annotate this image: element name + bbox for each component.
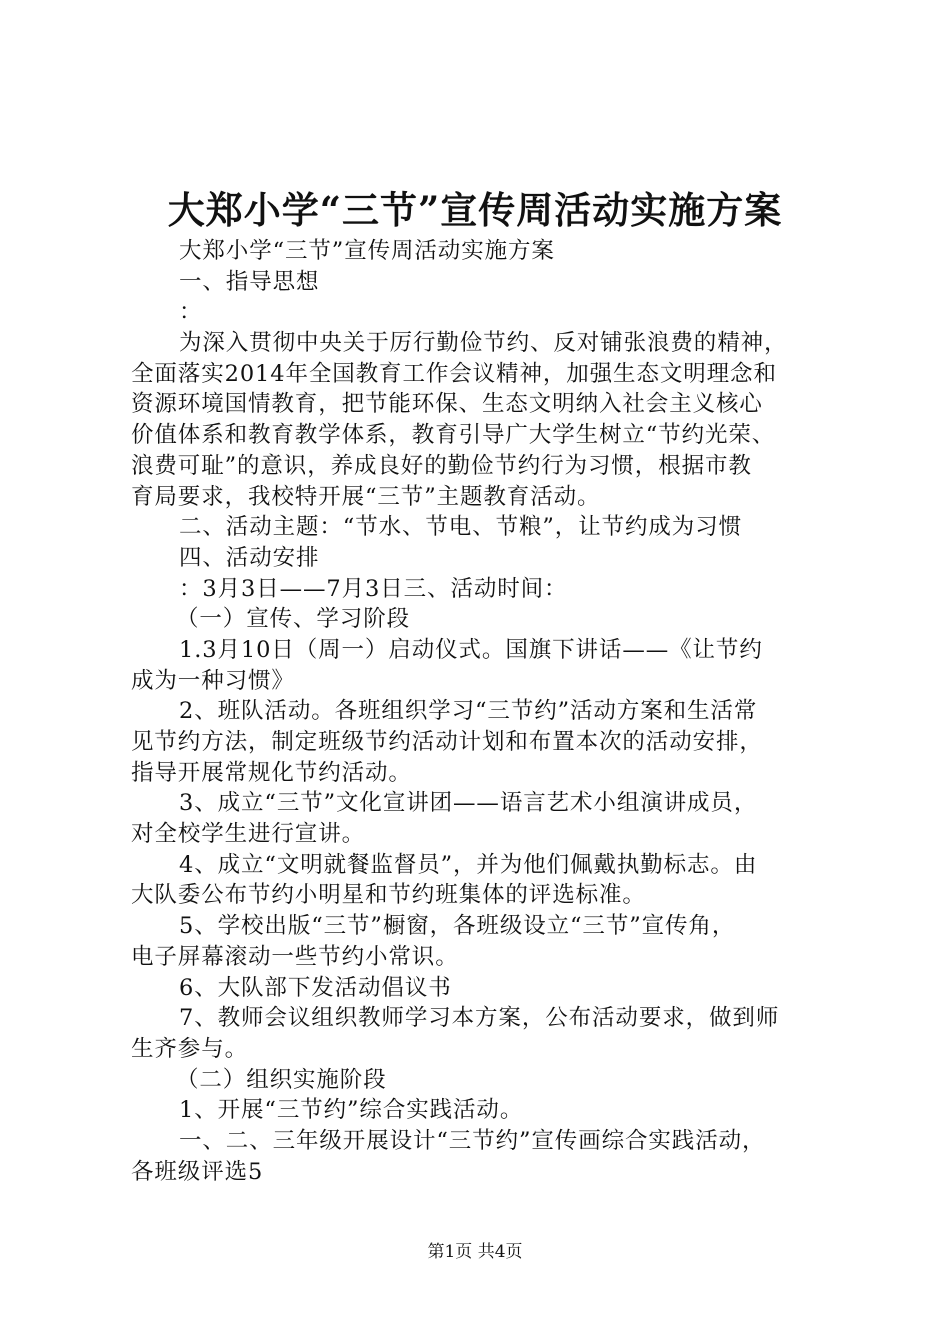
subsection-heading-implementation: （二）组织实施阶段 <box>176 1066 387 1093</box>
paragraph-line: 全面落实2014年全国教育工作会议精神，加强生态文明理念和 <box>131 360 777 387</box>
list-item-line: 对全校学生进行宣讲。 <box>131 821 366 848</box>
body-line: ： <box>179 299 203 326</box>
list-item-line: 1、开展“三节约”综合实践活动。 <box>179 1097 524 1124</box>
document-title: 大郑小学“三节”宣传周活动实施方案 <box>167 188 783 232</box>
list-item-line: 1.3月10日（周一）启动仪式。国旗下讲话——《让节约 <box>179 636 763 663</box>
list-item-line: 电子屏幕滚动一些节约小常识。 <box>131 943 459 970</box>
list-item-line: 成为一种习惯》 <box>131 667 295 694</box>
paragraph-line: 资源环境国情教育，把节能环保、生态文明纳入社会主义核心 <box>131 391 763 418</box>
section-heading-theme: 二、活动主题：“节水、节电、节粮”，让节约成为习惯 <box>179 514 743 541</box>
section-heading-guiding-thought: 一、指导思想 <box>179 268 320 295</box>
list-item-line: 7、教师会议组织教师学习本方案，公布活动要求，做到师 <box>179 1005 780 1032</box>
list-item-line: 3、成立“三节”文化宣讲团——语言艺术小组演讲成员， <box>179 790 758 817</box>
section-heading-arrangement: 四、活动安排 <box>179 544 320 571</box>
list-item-line: 2、班队活动。各班组织学习“三节约”活动方案和生活常 <box>179 698 758 725</box>
document-body <box>131 236 841 1187</box>
list-item-line: 4、成立“文明就餐监督员”，并为他们佩戴执勤标志。由 <box>179 851 758 878</box>
paragraph-line: 价值体系和教育教学体系，教育引导广大学生树立“节约光荣、 <box>131 422 776 449</box>
list-item-line: 5、学校出版“三节”橱窗，各班级设立“三节”宣传角， <box>179 913 736 940</box>
body-line: ：3月3日——7月3日三、活动时间： <box>179 575 568 602</box>
body-line-subtitle: 大郑小学“三节”宣传周活动实施方案 <box>179 238 555 264</box>
subsection-heading-publicity: （一）宣传、学习阶段 <box>176 606 411 633</box>
paragraph-line: 一、二、三年级开展设计“三节约”宣传画综合实践活动， <box>179 1127 766 1154</box>
list-item-line: 大队委公布节约小明星和节约班集体的评选标准。 <box>131 882 646 909</box>
list-item-line: 生齐参与。 <box>131 1035 249 1062</box>
paragraph-line: 各班级评选5 <box>131 1158 264 1185</box>
paragraph-line: 育局要求，我校特开展“三节”主题教育活动。 <box>131 483 601 510</box>
paragraph-line: 为深入贯彻中央关于厉行勤俭节约、反对铺张浪费的精神， <box>179 330 788 357</box>
paragraph-line: 浪费可耻”的意识，养成良好的勤俭节约行为习惯，根据市教 <box>131 452 752 479</box>
list-item-line: 见节约方法，制定班级节约活动计划和布置本次的活动安排， <box>131 729 763 755</box>
page-number-footer: 第1页 共4页 <box>427 1242 523 1262</box>
list-item-line: 6、大队部下发活动倡议书 <box>179 974 452 1001</box>
list-item-line: 指导开展常规化节约活动。 <box>131 759 412 786</box>
